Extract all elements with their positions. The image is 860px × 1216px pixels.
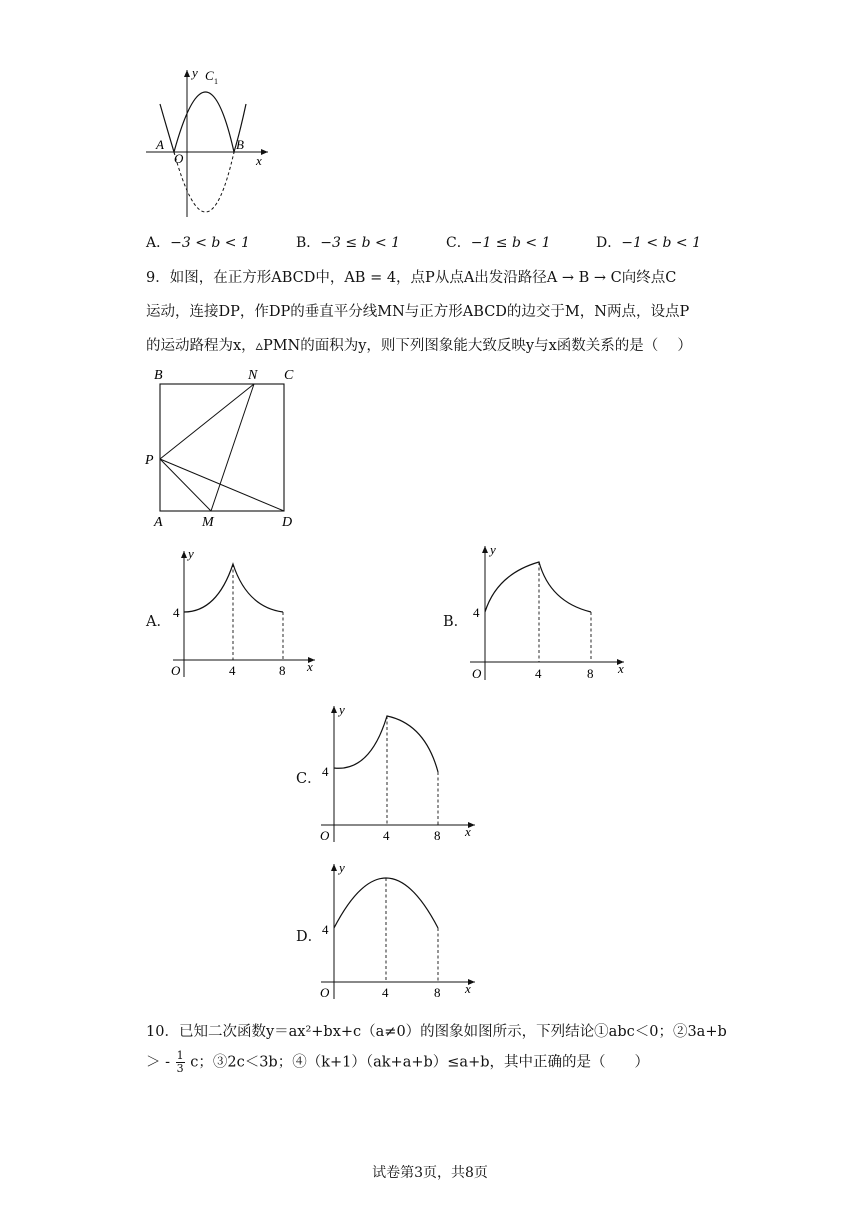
origin-label: O <box>174 151 184 166</box>
point-a-label: A <box>156 137 164 152</box>
option-letter: C． <box>446 235 471 251</box>
y-axis-label: y <box>339 702 345 717</box>
option-expr: −1 ≤ b < 1 <box>470 235 551 251</box>
curve-label: C <box>205 68 214 83</box>
x-axis-label: x <box>465 981 471 996</box>
q10-line-1: 10．已知二次函数y＝ax²+bx+c（a≠0）的图象如图所示，下列结论①abc＜0；②3a+b <box>146 1024 727 1040</box>
x-tick-8: 8 <box>434 828 441 843</box>
point-b-label: B <box>236 137 244 152</box>
curve-label-sub: 1 <box>214 77 218 86</box>
option-letter: D． <box>596 235 622 251</box>
point-p-label: P <box>145 453 154 468</box>
segment-pd <box>160 459 284 511</box>
vertex-c-label: C <box>284 368 294 383</box>
q10-line-2 <box>146 1050 649 1075</box>
x-axis-label: x <box>256 153 262 168</box>
square-abcd-figure <box>140 364 310 532</box>
graph-option-a-label[interactable]: A． <box>146 614 171 630</box>
origin-label: O <box>171 663 181 678</box>
graph-option-c-label[interactable]: C． <box>296 771 322 787</box>
origin-label: O <box>472 666 482 681</box>
fraction-one-third <box>176 1050 185 1075</box>
fraction-denominator: 3 <box>176 1062 184 1075</box>
curve <box>184 564 283 612</box>
curve <box>485 562 591 612</box>
q8-option-b[interactable] <box>296 232 400 252</box>
x-axis-label: x <box>307 659 313 674</box>
y-tick-4: 4 <box>173 605 180 620</box>
option-expr: −1 < b < 1 <box>621 235 702 251</box>
square-outline <box>160 384 284 511</box>
vertex-b-label: B <box>154 368 163 383</box>
x-tick-8: 8 <box>587 666 594 681</box>
q9-line-3: 的运动路程为x，▵PMN的面积为y，则下列图象能大致反映y与x函数关系的是（ ） <box>146 338 692 354</box>
y-axis-label: y <box>188 546 194 561</box>
parabola-c1-figure <box>140 62 280 224</box>
x-tick-8: 8 <box>279 663 286 678</box>
graph-option-c[interactable] <box>315 700 485 845</box>
q9-line-2: 运动，连接DP，作DP的垂直平分线MN与正方形ABCD的边交于M，N两点，设点P <box>146 304 690 320</box>
vertex-d-label: D <box>282 515 293 530</box>
origin-label: O <box>320 985 330 1000</box>
q10-line-2-prefix: ＞ - <box>146 1054 171 1071</box>
x-axis-label: x <box>465 824 471 839</box>
q8-option-a[interactable] <box>146 232 250 252</box>
x-tick-4: 4 <box>535 666 542 681</box>
segment-mn <box>211 384 254 511</box>
option-letter: B． <box>296 235 321 251</box>
y-tick-4: 4 <box>322 922 329 937</box>
q8-option-c[interactable] <box>446 232 551 252</box>
option-expr: −3 ≤ b < 1 <box>320 235 401 251</box>
q10-line-2-suffix: c；③2c＜3b；④（k+1）（ak+a+b）≤a+b，其中正确的是（ ） <box>190 1054 650 1071</box>
graph-option-d[interactable] <box>315 858 485 1003</box>
page-footer: 试卷第3页，共8页 <box>372 1165 488 1181</box>
x-tick-4: 4 <box>382 985 389 1000</box>
curve <box>334 716 438 772</box>
graph-option-b[interactable] <box>462 540 632 685</box>
origin-label: O <box>320 828 330 843</box>
graph-option-b-label[interactable]: B． <box>443 614 469 630</box>
graph-option-d-label[interactable]: D． <box>296 929 323 945</box>
option-letter: A． <box>146 235 171 251</box>
vertex-a-label: A <box>154 515 163 530</box>
fraction-numerator: 1 <box>176 1049 184 1062</box>
x-tick-4: 4 <box>229 663 236 678</box>
x-axis-label: x <box>618 661 624 676</box>
option-expr: −3 < b < 1 <box>170 235 250 251</box>
segment-pn <box>160 384 254 459</box>
y-axis-label: y <box>339 860 345 875</box>
y-axis-label: y <box>490 542 496 557</box>
q8-option-d[interactable] <box>596 232 701 252</box>
graph-option-a[interactable] <box>165 545 325 685</box>
parabola-c1 <box>160 92 246 152</box>
y-tick-4: 4 <box>473 605 480 620</box>
segment-pm <box>160 459 211 511</box>
y-axis-label: y <box>192 65 198 80</box>
x-tick-4: 4 <box>383 828 390 843</box>
y-tick-4: 4 <box>322 764 329 779</box>
x-tick-8: 8 <box>434 985 441 1000</box>
q9-line-1: 9．如图，在正方形ABCD中，AB = 4，点P从点A出发沿路径A → B → C向终点C <box>146 270 677 286</box>
point-m-label: M <box>202 515 214 530</box>
point-n-label: N <box>248 368 258 383</box>
